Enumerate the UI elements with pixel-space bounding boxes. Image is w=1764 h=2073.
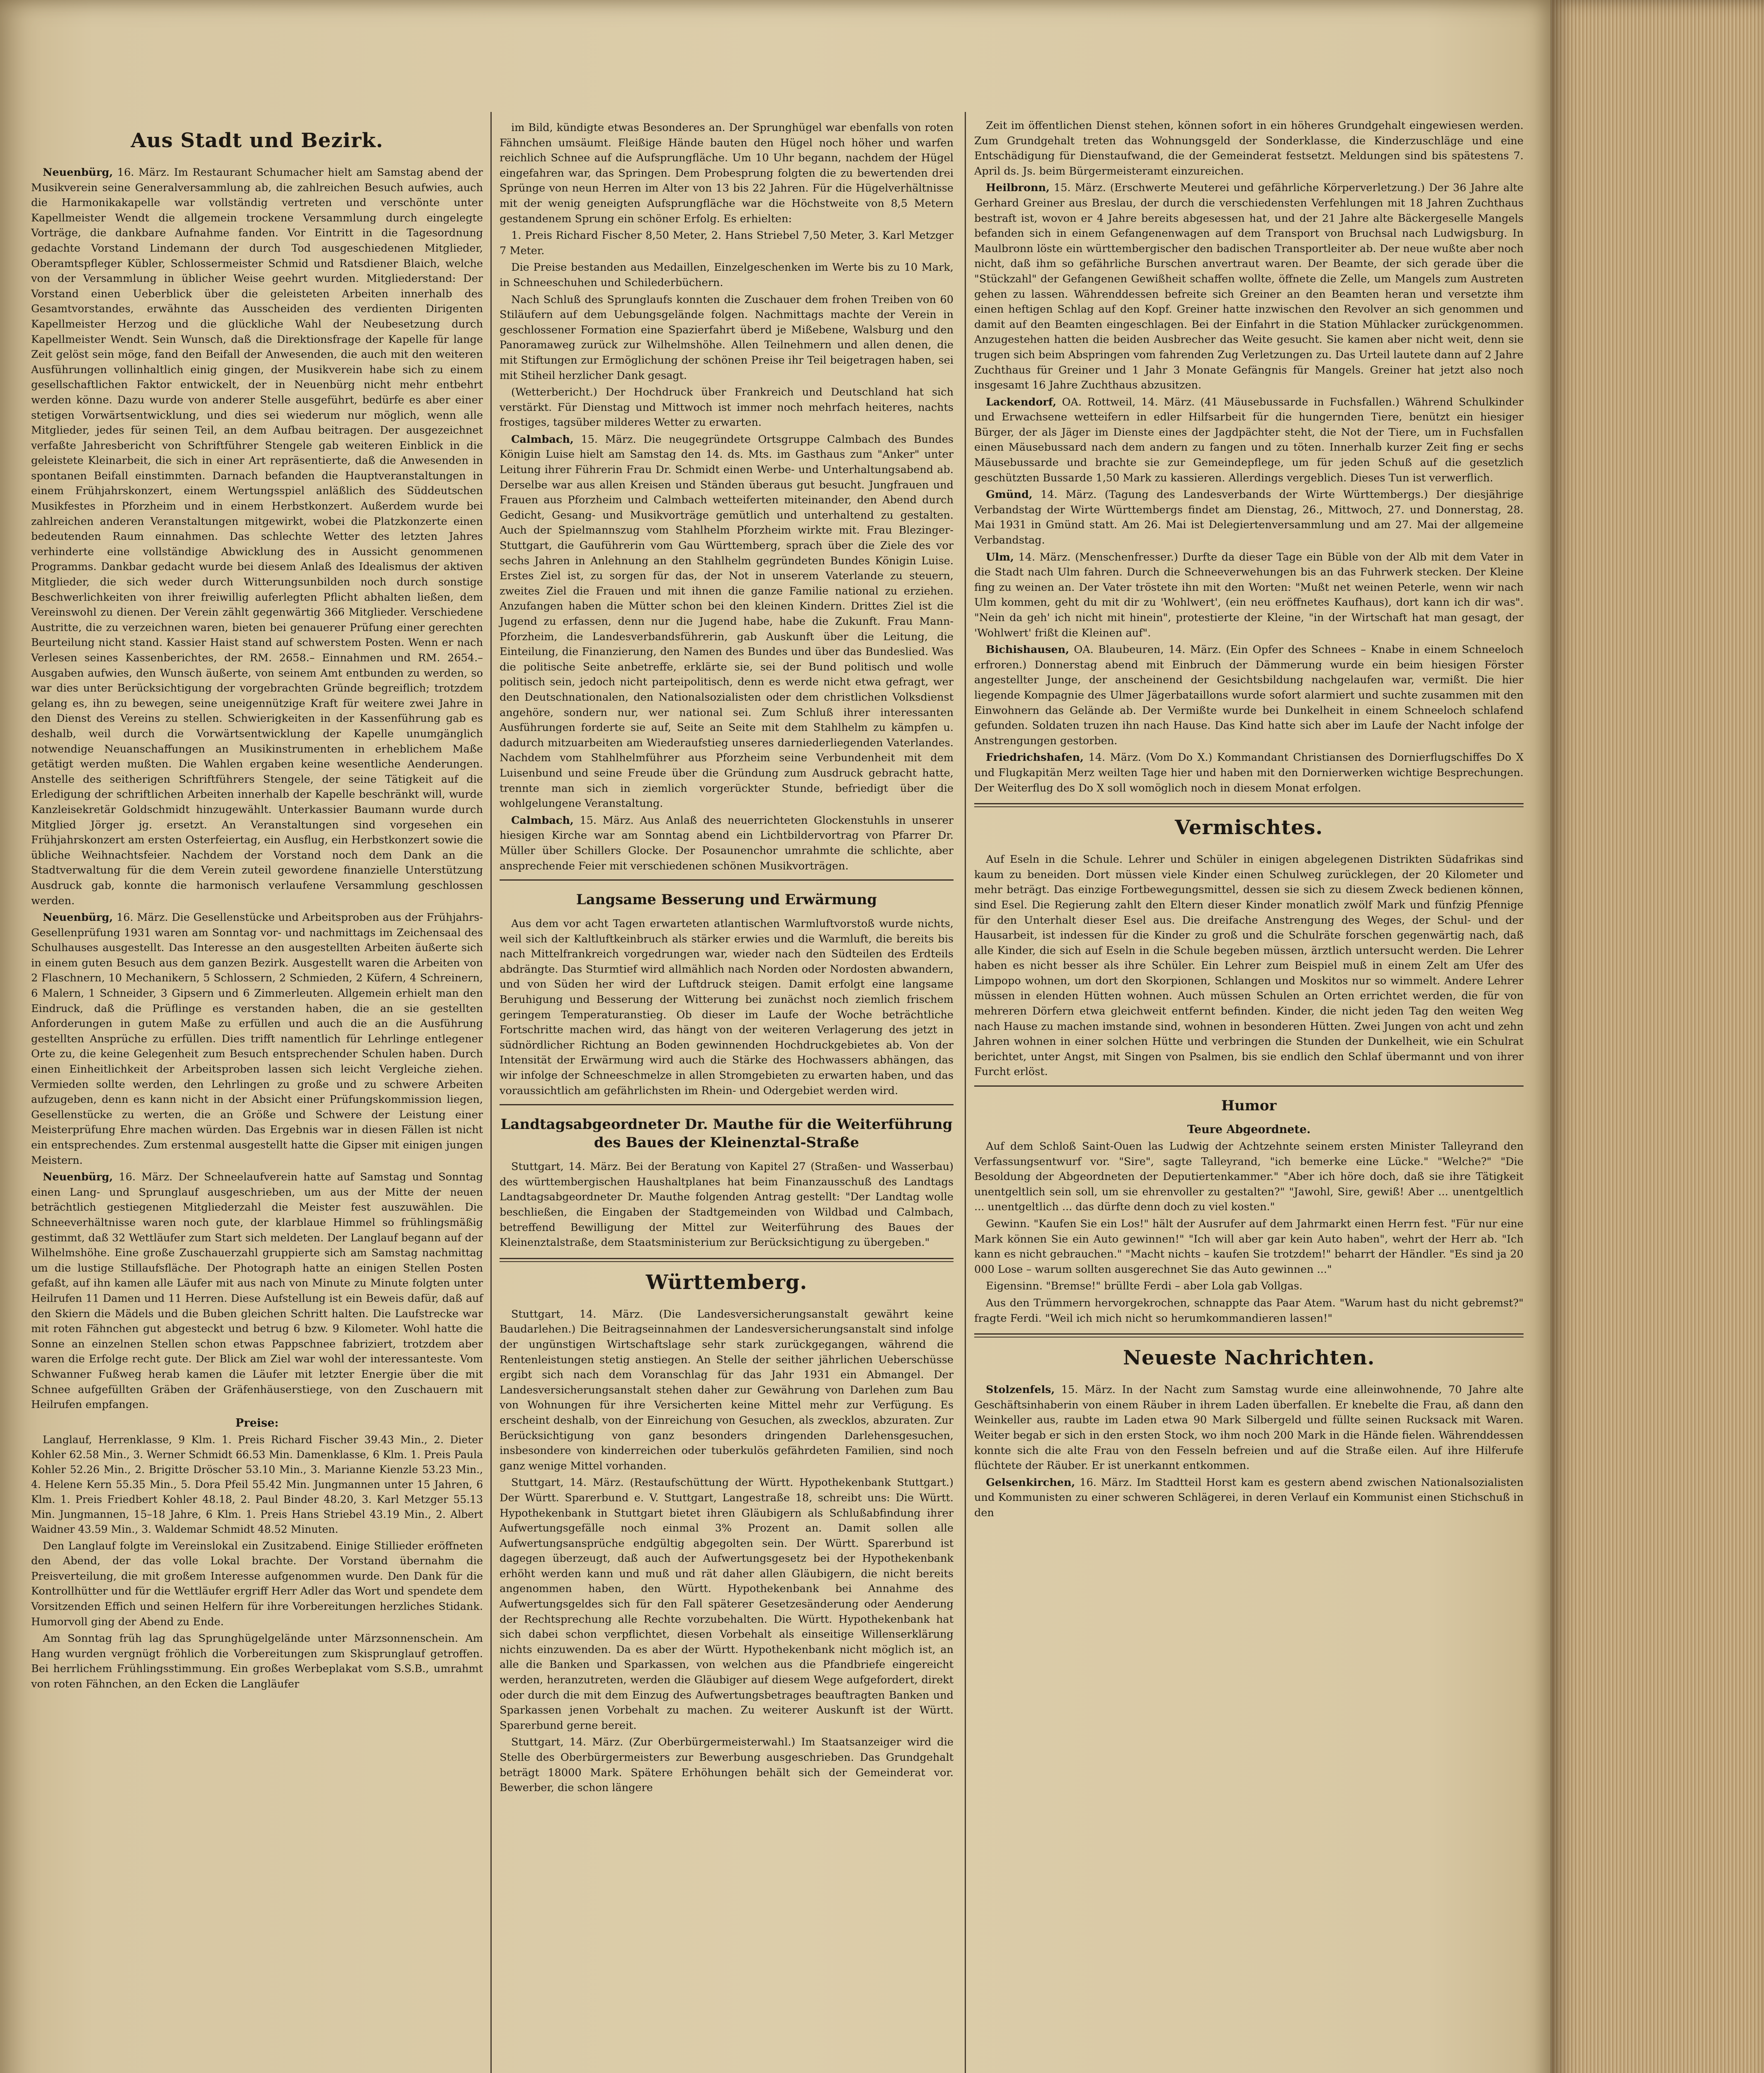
article-body: 14. März. (Menschenfresser.) Durfte da dieser Tage ein Büble von der Alb mit dem Vater in die Stadt nach Ulm fahren. Durch die Schneeverwehungen bis an das Fuhrwerk stecken. Der Kleine fing zu weinen an. Der Vater tröstete ihn mit den Worten: "Mußt net weinen Peterle, wenn wir nach Ulm kommen, geht du mit dir zu 'Wohlwert', (ein neu eröffnetes Kaufhaus), dort kann ich dir was". "Nein da geh' ich nicht mit hinein", protestierte der Kleine, "in der Wirtschaft hat man gesagt, der 'Wohlwert' frißt die Kleinen auf". xyxy=(974,551,1524,639)
article-dateline: Gelsenkirchen, xyxy=(986,1476,1075,1489)
divider xyxy=(974,803,1524,807)
misc-text: Auf Eseln in die Schule. Lehrer und Schüler in einigen abgelegenen Distrikten Südafrikas sind kaum zu beneiden. Dort müssen viele Kinder einen Schulweg zurücklegen, der 20 Kilometer und mehr beträgt. Das einzige Fortbewegungsmittel, dessen sie sich zu diesem Zweck bedienen können, sind Esel. Die Regierung zahlt den Eltern dieser Kinder monatlich zwölf Mark und fünfzig Pfennige für den Unterhalt dieser Esel aus. Die dreifache Anstrengung des Weges, der Schul- und der Hausarbeit, ist indessen für die Kinder zu groß und die Schulräte forschen gegenwärtig nach, daß alle Kinder, die sich auf Eseln in die Schule begeben müssen, ärztlich untersucht werden. Die Lehrer haben es nicht besser als ihre Schüler. Ein Lehrer zum Beispiel muß in einem Zelt am Ufer des Limpopo wohnen, um dort den Skorpionen, Schlangen und Moskitos nur so wimmelt. Andere Lehrer müssen in elenden Hütten wohnen. Auch müssen Schulen an Orten errichtet werden, die für von mehreren Dörfern etwa gleichweit entfernt befinden. Kinder, die nicht jeden Tag den weiten Weg nach Hause zu machen imstande sind, wohnen in besonderen Hütten. Zwei Jungen von acht und zehn Jahren wohnen in einer solchen Hütte und verbringen die Stunden der Dunkelheit, wie ein Schulrat berichtet, unter Angst, mit Singen von Psalmen, bis sie endlich den Schlaf übermannt und von ihrer Furcht erlöst. xyxy=(974,853,1524,1078)
article-list xyxy=(500,432,954,874)
jump-results: 1. Preis Richard Fischer 8,50 Meter, 2. Hans Striebel 7,50 Meter, 3. Karl Metzger 7 Meter. xyxy=(500,229,954,257)
wuerttemberg-articles xyxy=(500,1307,954,1796)
divider xyxy=(974,1085,1524,1087)
article xyxy=(31,165,483,908)
closing-paragraphs xyxy=(31,1539,483,1692)
wuerttemberg-article: Stuttgart, 14. März. (Zur Oberbürgermeisterwahl.) Im Staatsanzeiger wird die Stelle des Oberbürgermeisters zur Bewerbung ausgeschrieben. Das Grundgehalt beträgt 18000 Mark. Spätere Erhöhungen behält sich der Gemeinderat vor. Bewerber, die schon längere xyxy=(500,1736,954,1794)
humor-item: Eigensinn. "Bremse!" brüllte Ferdi – aber Lola gab Vollgas. xyxy=(986,1280,1303,1293)
humor-item: Auf dem Schloß Saint-Ouen las Ludwig der Achtzehnte seinem ersten Minister Talleyrand den Verfassungsentwurf vor. "Sire", sagte Talleyrand, "ich bemerke eine Lücke." "Welche?" "Die Besoldung der Abgeordneten der Deputiertenkammer." "Aber ich höre doch, daß sie ihre Tätigkeit unentgeltlich sein soll, um sie ehrenvoller zu gestalten?" "Jawohl, Sire, gewiß! Aber ... unentgeltlich ... unentgeltlich ... das dürfte denn doch zu viel kosten." xyxy=(974,1140,1524,1214)
column-rule xyxy=(490,112,492,2073)
section-title-neueste: Neueste Nachrichten. xyxy=(1123,1346,1375,1370)
humor-item: Gewinn. "Kaufen Sie ein Los!" hält der Ausrufer auf dem Jahrmarkt einen Herrn fest. "Für nur eine Mark können Sie ein Auto gewinnen!" "Ich will aber gar kein Auto haben", wehrt der Herr ab. "Ich kann es nicht gebrauchen." "Macht nichts – kaufen Sie trotzdem!" beharrt der Händler. "Es sind ja 20 000 Lose – warum sollten ausgerechnet Sie das Auto gewinnen ..." xyxy=(974,1218,1524,1276)
article-dateline: Ulm, xyxy=(986,551,1014,563)
weather-heading: Langsame Besserung und Erwärmung xyxy=(576,891,877,908)
section-title-stadt-bezirk: Aus Stadt und Bezirk. xyxy=(131,129,383,152)
humor-paragraphs xyxy=(974,1139,1524,1326)
article-body: 14. März. (Tagung des Landesverbands der Wirte Württembergs.) Der diesjährige Verbandstag der Wirte Württembergs findet am Dienstag, 26., Mittwoch, 27. und Donnerstag, 28. Mai 1931 in Gmünd statt. Am 26. Mai ist Delegiertenversammlung und am 27. Mai der allgemeine Verbandstag. xyxy=(974,488,1524,547)
article xyxy=(974,180,1524,393)
divider xyxy=(500,1258,954,1262)
article xyxy=(974,1382,1524,1473)
paragraph: Den Langlauf folgte im Vereinslokal ein Zusitzabend. Einige Stillieder eröffneten den Abend, der das volle Lokal brachte. Der Vorstand übernahm die Preisverteilung, die mit großem Interesse aufgenommen wurde. Den Dank für die Kontrollhütter und für die Wettläufer ergriff Herr Adler das Wort und spendete dem Vorsitzenden Effich und seinen Helfern für ihre Vorbereitungen herzliches Stidank. Humorvoll ging der Abend zu Ende. xyxy=(31,1539,483,1628)
article-dateline: Gmünd, xyxy=(986,488,1033,501)
article-body: OA. Rottweil, 14. März. (41 Mäusebussarde in Fuchsfallen.) Während Schulkinder und Erwachsene wetteifern in edler Hilfsarbeit für die hungernden Tiere, benützt ein hiesiger Bürger, der als Jäger im Dienste eines der Jagdpächter steht, die Not der Tiere, um in Fuchsfallen einen Mäusebussard nach dem andern zu fangen und zu töten. Innerhalb kurzer Zeit fing er sechs Mäusebussarde und brachte sie zur Gemeindepflege, um für jeden Schuß auf die gesetzlich geschützten Bussarde 1,50 Mark zu kassieren. Allerdings vergeblich. Dieses Tun ist verwerflich. xyxy=(974,396,1524,484)
article-body: 14. März. (Vom Do X.) Kommandant Christiansen des Dornierflugschiffes Do X und Flugkapitän Merz weilten Tage hier und haben mit den Dornierwerken wichtige Besprechungen. Der Weiterflug des Do X soll womöglich noch in diesem Monat erfolgen. xyxy=(974,751,1524,794)
humor-heading: Humor xyxy=(1221,1097,1277,1114)
paragraph: Nach Schluß des Sprunglaufs konnten die Zuschauer dem frohen Treiben von 60 Stiläufern auf dem Uebungsgelände folgen. Nachmittags machte der Verein in geschlossener Formation eine Spazierfahrt überd je Mißebene, Walsburg und den Panoramaweg zurück zur Wilhelmshöhe. Allen Teilnehmern und allen denen, die mit Stiftungen zur Ermöglichung der schönen Preise ihr Teil beigetragen haben, sei mit Stiheil herzlicher Dank gesagt. xyxy=(500,293,954,382)
column-rule xyxy=(965,112,966,2073)
article-dateline: Calmbach, xyxy=(511,433,574,446)
news-list xyxy=(974,1382,1524,1520)
article xyxy=(31,1170,483,1413)
article-dateline: Lackendorf, xyxy=(986,396,1056,408)
paragraph: (Wetterbericht.) Der Hochdruck über Frankreich und Deutschland hat sich verstärkt. Für Dienstag und Mittwoch ist immer noch mehrfach heiteres, nachts frostiges, tagsüber milderes Wetter zu erwarten. xyxy=(500,386,954,429)
paragraph: Die Preise bestanden aus Medaillen, Einzelgeschenken im Werte bis zu 10 Mark, in Schneeschuhen und Schilederbüchern. xyxy=(500,261,954,289)
section-title-wuerttemberg: Württemberg. xyxy=(645,1270,808,1294)
book-page-edges xyxy=(1550,0,1764,2073)
wuerttemberg-article: Stuttgart, 14. März. (Die Landesversicherungsanstalt gewährt keine Baudarlehen.) Die Beitragseinnahmen der Landesversicherungsanstalt sind infolge der ungünstigen Wirtschaftslage sehr stark zurückgegangen, während die Rentenleistungen stetig anstiegen. An Stelle der seither jährlichen Ueberschüsse ergibt sich nach dem Voranschlag für das Jahr 1931 ein Abmangel. Der Landesversicherungsanstalt stehen daher zur Gewährung von Darlehen zum Bau von Wohnungen für ihre Versicherten keine Mittel mehr zur Verfügung. Es erscheint deshalb, von der Einreichung von Gesuchen, als zwecklos, abzuraten. Zur Berücksichtigung von ganz besonders dringenden Darlehensgesuchen, insbesondere von kinderreichen oder tuberkulös gefährdeten Familien, sind noch ganz wenige Mittel vorhanden. xyxy=(500,1308,954,1472)
divider xyxy=(974,1333,1524,1337)
article-body: 16. März. Im Stadtteil Horst kam es gestern abend zwischen Nationalsozialisten und Kommunisten zu einer schweren Schlägerei, in deren Verlauf ein Kommunist einen Stichschuß in den xyxy=(974,1476,1524,1519)
article-dateline: Neuenbürg, xyxy=(43,166,113,179)
article xyxy=(974,1475,1524,1521)
column-right xyxy=(974,118,1524,1522)
weather-text: Aus dem vor acht Tagen erwarteten atlantischen Warmluftvorstoß wurde nichts, weil sich der Kaltluftkeinbruch als stärker erwies und die Warmluft, die bereits bis nach Mittelfrankreich vorgedrungen war, wieder nach den Südteilen des Erdteils abdrängte. Das Sturmtief wird allmählich nach Norden oder Nordosten abwandern, und von Süden her wird der Luftdruck steigen. Damit erfolgt eine langsame Beruhigung und Besserung der Witterung bei zunächst noch ziemlich frischem geringem Temperaturanstieg. Ob dieser im Laufe der Woche beträchtliche Fortschritte machen wird, das hängt von der weiteren Verlagerung des jetzt in südnördlicher Richtung an Boden gewinnenden Hochdruckgebietes ab. Von der Intensität der Erwärmung wird auch die Stärke des Hochwassers abhängen, das wir infolge der Schneeschmelze in allen Stromgebieten zu erwarten haben, und das voraussichtlich am gefährlichsten im Rhein- und Odergebiet werden wird. xyxy=(500,918,954,1097)
section-title-vermischtes: Vermischtes. xyxy=(1174,816,1323,840)
article-dateline: Neuenbürg, xyxy=(43,1171,113,1184)
mauthe-text: Stuttgart, 14. März. Bei der Beratung von Kapitel 27 (Straßen- und Wasserbau) des württembergischen Haushaltplanes hat beim Finanzausschuß des Landtags Landtagsabgeordneter Dr. Mauthe folgenden Antrag gestellt: "Der Landtag wolle beschließen, die Eingaben der Stadtgemeinden von Wildbad und Calmbach, betreffend Bewilligung der Mittel zur Weiterführung des Baues der Kleinenztalstraße, dem Staatsministerium zur Berücksichtigung zu übergeben." xyxy=(500,1160,954,1249)
article xyxy=(974,642,1524,748)
article-body: 15. März. Die neugegründete Ortsgruppe Calmbach des Bundes Königin Luise hielt am Samstag den 14. ds. Mts. im Gasthaus zum "Anker" unter Leitung ihrer Führerin Frau Dr. Schmidt einen Werbe- und Unterhaltungsabend ab. Derselbe war aus allen Kreisen und Ständen überaus gut besucht. Jungfrauen und Frauen aus Pforzheim und Calmbach wetteiferten miteinander, den Abend durch Gedicht, Gesang- und Musikvorträge gemütlich und unterhaltend zu gestalten. Auch der Spielmannszug vom Stahlhelm Pforzheim wirkte mit. Frau Blezinger-Stuttgart, die Gauführerin vom Gau Württemberg, sprach über die Ziele des vor sechs Jahren in Anlehnung an den Stahlhelm gegründeten Bundes Königin Luise. Erstes Ziel ist, zu sorgen für das, der Not in unserem Vaterlande zu steuern, zweites Ziel die Frauen und mit ihnen die ganze Familie national zu erziehen. Anzufangen haben die Mütter schon bei den kleinen Kindern. Drittes Ziel ist die Jugend zu erfassen, denn nur die Jugend habe, habe die Zukunft. Frau Mann-Pforzheim, die Landesverbandsführerin, gab Auskunft über die Leitung, die Einteilung, die Finanzierung, den Namen des Bundes und über das Bundeslied. Was die politische Seite anbetreffe, erklärte sie, sei der Bund politisch und wolle politisch sein, jedoch nicht parteipolitisch, denn es werde nicht etwa gefragt, wer den Deutschnationalen, den Nationalsozialisten oder dem christlichen Volksdienst angehöre, sondern nur, wer national sei. Zum Schluß ihrer interessanten Ausführungen forderte sie auf, Seite an Seite mit dem Stahlhelm zu kämpfen u. dadurch mitzuarbeiten am Wiederaufstieg unseres darniederliegenden Vaterlandes. Nachdem vom Stahlhelmführer aus Pforzheim seine Verbundenheit mit dem Luisenbund und seine Freude über die Gründung zum Ausdruck gebracht hatte, trennte man sich in ziemlich vorgerückter Stunde, befriedigt über die wohlgelungene Veranstaltung. xyxy=(500,433,954,810)
article-body: 16. März. Die Gesellenstücke und Arbeitsproben aus der Frühjahrs-Gesellenprüfung 1931 waren am Sonntag vor- und nachmittags im Zeichensaal des Schulhauses ausgestellt. Das Interesse an den ausgestellten Arbeiten äußerte sich in einem guten Besuch aus dem ganzen Bezirk. Ausgestellt waren die Arbeiten von 2 Flaschnern, 10 Mechanikern, 5 Schlossern, 2 Schmieden, 2 Küfern, 4 Schreinern, 6 Malern, 1 Schneider, 3 Gipsern und 6 Zimmerleuten. Allgemein erhielt man den Eindruck, daß die Prüflinge es verstanden haben, die an sie gestellten Anforderungen in gutem Maße zu erfüllen und auch die an die Ausführung gestellten Ansprüche zu erfüllen. Dies trifft namentlich für Lehrlinge entlegener Orte zu, die keine Gelegenheit zum Besuch entsprechender Schulen haben. Durch einen Einheitlichkeit der Arbeitsproben lassen sich leicht Vergleiche ziehen. Vermieden sollte werden, den Lehrlingen zu große und zu schwere Arbeiten aufzugeben, denn es kann nicht in der Absicht einer Prüfungskommission liegen, Gesellenstücke zu werten, die an Größe und Schwere der Leistung einer Meisterprüfung Ehre machen würden. Das Ergebnis war in diesen Fällen ist nicht ein entsprechendes. Zum erstenmal ausgestellt hatte die Gipser mit einigen jungen Meistern. xyxy=(31,911,483,1167)
wuerttemberg-article: Stuttgart, 14. März. (Restaufschüttung der Württ. Hypothekenbank Stuttgart.) Der Württ. Sparerbund e. V. Stuttgart, Langestraße 18, schreibt uns: Die Württ. Hypothekenbank in Stuttgart bietet ihren Gläubigern als Schlußabfindung ihrer Aufwertungsgefälle noch einmal 3% Prozent an. Damit sollen alle Aufwertungsansprüche endgültig abgegolten sein. Der Württ. Sparerbund ist dagegen überzeugt, daß auch der Aufwertungsgesetz bei der Hypothekenbank erhöht werden kann und muß und rät daher allen Gläubigern, die nicht bereits angenommen haben, den Württ. Hypothekenbank bei Annahme des Aufwertungsgeldes sich für den Fall späterer Gesetzesänderung oder Aenderung der Rechtsprechung alle Rechte vorzubehalten. Die Württ. Hypothekenbank hat sich dabei schon verpflichtet, diesen Vorbehalt als einseitige Willenserklärung nichts einzuwenden. Da es aber der Württ. Hypothekenbank nicht möglich ist, an alle die Banken und Sparkassen, von welchen aus die Pfandbriefe eingereicht werden, heranzutreten, werden die Gläubiger auf diesem Wege aufgefordert, direkt oder durch die mit dem Einzug des Aufwertungsbetrages beauftragten Banken und Sparkassen jenen Vorbehalt zu machen. Zu weiterer Auskunft ist der Württ. Sparerbund gerne bereit. xyxy=(500,1476,954,1732)
article-body: 15. März. Aus Anlaß des neuerrichteten Glockenstuhls in unserer hiesigen Kirche war am Sonntag abend ein Lichtbildervortrag von Pfarrer Dr. Müller über Schillers Glocke. Der Posaunenchor umrahmte die schlichte, aber ansprechende Feier mit verschiedenen schönen Musikvorträgen. xyxy=(500,814,954,872)
prizes-heading: Preise: xyxy=(235,1416,279,1430)
article-dateline: Stolzenfels, xyxy=(986,1384,1055,1396)
article-dateline: Friedrichshafen, xyxy=(986,751,1084,764)
article xyxy=(31,910,483,1168)
humor-subheading: Teure Abgeordnete. xyxy=(1187,1123,1311,1136)
article xyxy=(974,750,1524,796)
article-list xyxy=(31,165,483,1413)
article-body: OA. Blaubeuren, 14. März. (Ein Opfer des Schnees – Knabe in einem Schneeloch erfroren.) Donnerstag abend mit Einbruch der Dämmerung wurde ein beim hiesigen Förster angestellter Junge, der anscheinend der Gesichtsbildung nachgelaufen war, vermißt. Die hier liegende Kompagnie des Ulmer Jägerbataillons wurde sofort alarmiert und suchte zusammen mit den Einwohnern das Gelände ab. Der Vermißte wurde bei Dunkelheit in einem Schneeloch schlafend gefunden. Soldaten truzen ihn nach Hause. Das Kind hatte sich aber im Laufe der Nacht infolge der Anstrengungen gestorben. xyxy=(974,643,1524,747)
article-dateline: Neuenbürg, xyxy=(43,911,113,924)
paragraph: Am Sonntag früh lag das Sprunghügelgelände unter Märzsonnenschein. Am Hang wurden vergnügt fröhlich die Vorbereitungen zum Skisprunglauf getroffen. Bei herrlichem Frühlingsstimmung. Ein großes Werbeplakat vom S.S.B., umrahmt von roten Fähnchen, an den Ecken die Langläufer xyxy=(31,1632,483,1691)
divider xyxy=(500,1104,954,1105)
article-continued: im Bild, kündigte etwas Besonderes an. Der Sprunghügel war ebenfalls von roten Fähnchen umsäumt. Fleißige Hände bauten den Hügel noch höher und warfen reichlich Schnee auf die Aufsprungfläche. Um 10 Uhr begann, nachdem der Hügel eingefahren war, das Springen. Dem Probesprung folgten die zu bewertenden drei Sprünge von neun Herren im Alter von 13 bis 22 Jahren. Für die Hügelverhältnisse mit der wenig geneigten Aufsprungfläche war die Höchstweite von 8,5 Metern gestandenem Sprung ein schöner Erfolg. Es erhielten: xyxy=(500,121,954,225)
article-dateline: Bichishausen, xyxy=(986,643,1069,656)
article-body: 15. März. In der Nacht zum Samstag wurde eine alleinwohnende, 70 Jahre alte Geschäftsinhaberin von einem Räuber in ihrem Laden überfallen. Er knebelte die Frau, aß dann den Weinkeller aus, raubte im Laden etwa 90 Mark Silbergeld und füllte seinen Rucksack mit Waren. Weiter begab er sich in den ersten Stock, wo ihm noch 200 Mark in die Hände fielen. Währenddessen konnte sich die alte Frau von den Fesseln befreien und auf die Straße eilen. Auf ihre Hilferufe flüchtete der Räuber. Er ist unerkannt entkommen. xyxy=(974,1384,1524,1472)
article xyxy=(500,813,954,874)
column-middle xyxy=(500,120,954,1797)
article xyxy=(974,550,1524,641)
article xyxy=(974,395,1524,486)
paragraph-list xyxy=(500,260,954,430)
article-list xyxy=(974,180,1524,796)
article-dateline: Calmbach, xyxy=(511,814,574,827)
humor-item: Aus den Trümmern hervorgekrochen, schnappte das Paar Atem. "Warum hast du nicht gebremst?" fragte Ferdi. "Weil ich mich nicht so herumkommandieren lassen!" xyxy=(974,1296,1524,1325)
article-body: 16. März. Der Schneelaufverein hatte auf Samstag und Sonntag einen Lang- und Sprunglauf ausgeschrieben, um aus der Mitte der neuen beträchtlich gestiegenen Mitgliederzahl die Meister fest auszuwählen. Die Schneeverhältnisse waren noch gute, der klarblaue Himmel so frühlingsmäßig gestimmt, daß 32 Wettläufer zum Start sich meldeten. Der Langlauf begann auf der Wilhelmshöhe. Eine große Zuschauerzahl gruppierte sich am Samstag nachmittag um die lustige Stillaufsfläche. Der Photograph hatte an einigen Stellen Posten gefaßt, auf ihn kamen alle Läufer mit aus nach von Minute zu Minute folgten unter Heilrufen 11 Damen und 11 Herren. Diese Aufstellung ist ein Beweis dafür, daß auf den Skiern die Mädels und die Buben gleichen Schritt halten. Die Laufstrecke war mit roten Fähnchen gut abgesteckt und betrug 6 bzw. 9 Kilometer. Wohl hatte die Sonne an einzelnen Stellen schon etwas Pappschnee fabriziert, trotzdem aber waren die Erfolge recht gute. Der Blick am Ziel war wohl der interessanteste. Vom Schwanner Fußweg herab kamen die Läufer mit letzter Energie über die mit Schnee aufgefüllten Gräben der Gräfenhäuserstiege, von den Zuschauern mit Heilrufen empfangen. xyxy=(31,1171,483,1411)
article xyxy=(500,432,954,811)
article xyxy=(974,487,1524,548)
article-dateline: Heilbronn, xyxy=(986,182,1050,194)
article-body: 15. März. (Erschwerte Meuterei und gefährliche Körperverletzung.) Der 36 Jahre alte Gerhard Greiner aus Breslau, der durch die verschiedensten Verfehlungen mit 18 Jahren Zuchthaus bestraft ist, wovon er 4 Jahre bereits abgesessen hat, und der 21 Jahre alte Bäckergeselle Mangels befanden sich in einem Gefangenenwagen auf dem Transport von Bruchsal nach Ludwigsburg. In Maulbronn löste ein württembergischer den badischen Transportleiter ab. Der neue wußte aber noch nicht, daß ihm so gefährliche Burschen anvertraut waren. Der Beamte, der sich gerade über die "Stückzahl" der Gefangenen Gewißheit schaffen wollte, öffnete die Zelle, um Mangels zum Austreten gehen zu lassen. Währenddessen befreite sich Greiner an den Beamten heran und versetzte ihm einen heftigen Schlag auf den Kopf. Greiner hatte inzwischen den Revolver an sich genommen und damit auf den Beamten eingeschlagen. Bei der Einfahrt in die Station Mühlacker zurückgenommen. Anzugestehen hatten die beiden Ausbrecher das Weite gesucht. Sie kamen aber nicht weit, denn sie trugen sich beim Abspringen vom fahrenden Zug Verletzungen zu. Das Urteil lautete dann auf 2 Jahre Zuchthaus für Greiner und 1 Jahr 3 Monate Gefängnis für Mangels. Greiner hat jetzt also noch insgesamt 16 Jahre Zuchthaus abzusitzen. xyxy=(974,182,1524,392)
prizes-text: Langlauf, Herrenklasse, 9 Klm. 1. Preis Richard Fischer 39.43 Min., 2. Dieter Kohler 62.58 Min., 3. Werner Schmidt 66.53 Min. Damenklasse, 6 Klm. 1. Preis Paula Kohler 52.26 Min., 2. Brigitte Dröscher 53.10 Min., 3. Marianne Kienzle 53.23 Min., 4. Helene Kern 55.35 Min., 5. Dora Pfeil 55.42 Min. Jungmannen unter 15 Jahren, 6 Klm. 1. Preis Friedbert Kohler 48.18, 2. Paul Binder 48.20, 3. Karl Metzger 55.13 Min. Jungmannen, 15–18 Jahre, 6 Klm. 1. Preis Hans Striebel 43.19 Min., 2. Albert Waidner 43.59 Min., 3. Waldemar Schmidt 48.52 Minuten. xyxy=(31,1433,483,1535)
article-continued: Zeit im öffentlichen Dienst stehen, können sofort in ein höheres Grundgehalt eingewiesen werden. Zum Grundgehalt treten das Wohnungsgeld der Sonderklasse, die Kinderzuschläge und eine Entschädigung für Dienstaufwand, die der Gemeinderat festsetzt. Meldungen sind bis spätestens 7. April ds. Js. beim Bürgermeisteramt einzureichen. xyxy=(974,119,1524,177)
mauthe-heading: Landtagsabgeordneter Dr. Mauthe für die Weiterführung des Baues der Kleinenztal-Straße xyxy=(500,1116,953,1151)
divider xyxy=(500,879,954,881)
column-left xyxy=(31,120,483,1694)
article-body: 16. März. Im Restaurant Schumacher hielt am Samstag abend der Musikverein seine Generalversammlung ab, die zahlreichen Besuch aufwies, auch die Harmonikakapelle war vollständig vertreten und verschönte unter Kapellmeister Wendt die allgemein trockene Versammlung durch eingelegte Vorträge, die dankbare Aufnahme fanden. Vor Eintritt in die Tagesordnung gedachte Vorstand Lindemann der durch Tod ausgeschiedenen Mitglieder, Oberamtspfleger Kübler, Schlossermeister Schmid und Ratsdiener Blaich, welche von der Versammlung in üblicher Weise geehrt wurden. Mitgliederstand: Der Vorstand einen Ueberblick über die geleisteten Arbeiten innerhalb des Gesamtvorstandes, erwähnte das Ausscheiden des verdienten Dirigenten Kapellmeister Herzog und die glückliche Wahl der Neubesetzung durch Kapellmeister Wendt. Sein Wunsch, daß die Direktionsfrage der Kapelle für lange Zeit gelöst sein möge, fand den Beifall der Anwesenden, die auch mit den weiteren Ausführungen vollinhaltlich einig gingen, der Musikverein habe sich zu einem gesellschaftlichen Faktor entwickelt, der in Neuenbürg nicht mehr entbehrt werden könne. Dazu wurde von anderer Stelle ausgeführt, bedürfe es aber einer stetigen Vorwärtsentwicklung, und dies sei wiederum nur möglich, wenn alle Mitglieder, jedes für seinen Teil, an dem Aufbau beitragen. Der ausgezeichnet verfaßte Jahresbericht von Schriftführer Stengele gab weiteren Einblick in die geleistete Kleinarbeit, die sich in einer Art repräsentierte, daß die Anwesenden in spontanen Beifall einstimmten. Darnach befanden die Hauptveranstaltungen in einem Frühjahrskonzert, einem Wertungsspiel anläßlich des Süddeutschen Musikfestes in Pforzheim und in einem Herbstkonzert. Außerdem wurde bei zahlreichen anderen Veranstaltungen mitgewirkt, wobei die Platzkonzerte einen bedeutenden Raum einnahmen. Das schlechte Wetter des letzten Jahres verhinderte eine vollständige Abwicklung des in Aussicht genommenen Programms. Dankbar gedacht wurde bei diesem Anlaß des Idealismus der aktiven Mitglieder, die sich weder durch Witterungsunbilden noch durch sonstige Beschwerlichkeiten von ihrer freiwillig auferlegten Pflicht abhalten ließen, dem Vereinswohl zu dienen. Der Verein zählt gegenwärtig 366 Mitglieder. Verschiedene Austritte, die zu verzeichnen waren, bieten bei genauerer Prüfung einer gerechten Beurteilung nicht stand. Kassier Haist stand auf schwerstem Posten. Wenn er nach Verlesen seines Kassenberichtes, der RM. 2658.– Einnahmen und RM. 2654.– Ausgaben aufwies, den Wunsch äußerte, von seinem Amt entbunden zu werden, so war dies unter Berücksichtigung der vorgebrachten Gründe begreiflich; trotzdem gelang es, ihn zu bewegen, seine uneigennützige Kraft für weitere zwei Jahre in den Dienst des Vereins zu stellen. Schwierigkeiten in der Kassenführung gab es deshalb, weil durch die Vorwärtsentwicklung der Kapelle unumgänglich notwendige Neuanschaffungen an Musikinstrumenten in erheblichem Maße getätigt werden mußten. Die Wahlen ergaben keine wesentliche Aenderungen. Anstelle des seitherigen Schriftführers Stengele, der seine Tätigkeit auf die Erledigung der schriftlichen Arbeiten innerhalb der Kapelle beschränkt will, wurde Kanzleisekretär Goldschmidt hinzugewählt. Unterkassier Baumann wurde durch Mitglied Jörger jg. ersetzt. An Veranstaltungen sind vorgesehen ein Frühjahrskonzert am ersten Osterfeiertag, ein Ausflug, ein Herbstkonzert sowie die übliche Weihnachtsfeier. Nachdem der Vorstand noch dem Dank an die Stadtverwaltung für die dem Verein zuteil gewordene finanzielle Unterstützung Ausdruck gab, konnte die harmonisch verlaufene Versammlung geschlossen werden. xyxy=(31,166,483,907)
